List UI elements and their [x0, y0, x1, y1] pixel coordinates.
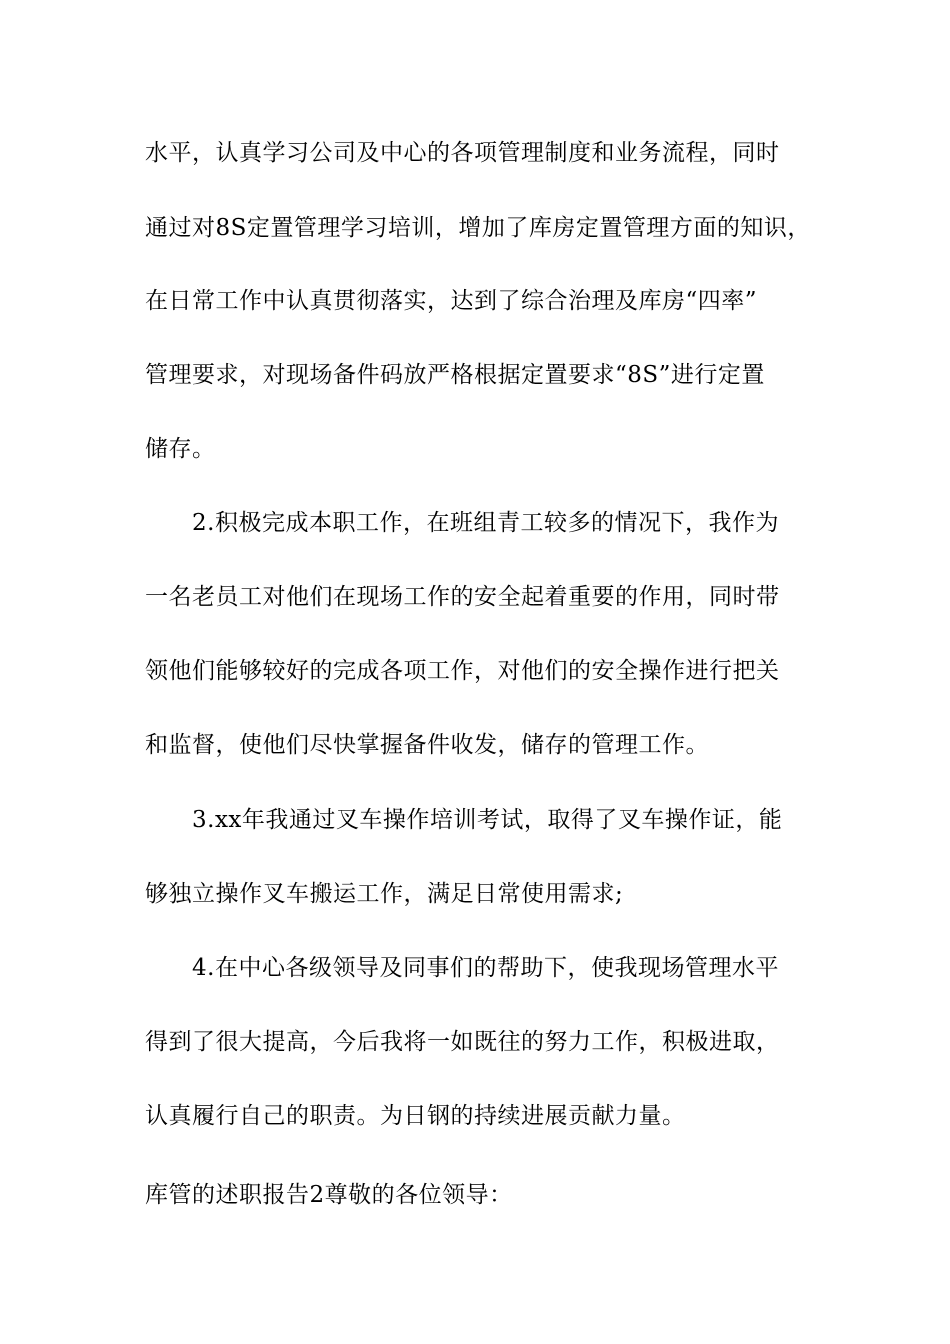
text-line: 水平，认真学习公司及中心的各项管理制度和业务流程，同时 [145, 140, 780, 166]
text-line: 得到了很大提高，今后我将一如既往的努力工作，积极进取， [145, 1029, 780, 1055]
paragraph-start-line: 4.在中心各级领导及同事们的帮助下，使我现场管理水平 [192, 955, 779, 981]
section-heading: 库管的述职报告2尊敬的各位领导： [145, 1182, 513, 1208]
text-line: 通过对8S定置管理学习培训，增加了库房定置管理方面的知识， [145, 215, 811, 241]
text-line: 一名老员工对他们在现场工作的安全起着重要的作用，同时带 [145, 584, 780, 610]
text-line: 领他们能够较好的完成各项工作，对他们的安全操作进行把关 [145, 658, 780, 684]
text-line: 够独立操作叉车搬运工作，满足日常使用需求; [145, 881, 624, 907]
paragraph-start-line: 3.xx年我通过叉车操作培训考试，取得了叉车操作证，能 [192, 807, 783, 833]
text-line: 认真履行自己的职责。为日钢的持续进展贡献力量。 [145, 1103, 686, 1129]
paragraph-start-line: 2.积极完成本职工作，在班组青工较多的情况下，我作为 [192, 510, 779, 536]
text-line: 和监督，使他们尽快掌握备件收发，储存的管理工作。 [145, 732, 709, 758]
text-line: 储存。 [145, 436, 216, 462]
text-line: 管理要求，对现场备件码放严格根据定置要求“8S”进行定置 [145, 362, 765, 388]
text-line: 在日常工作中认真贯彻落实，达到了综合治理及库房“四率” [145, 288, 758, 314]
